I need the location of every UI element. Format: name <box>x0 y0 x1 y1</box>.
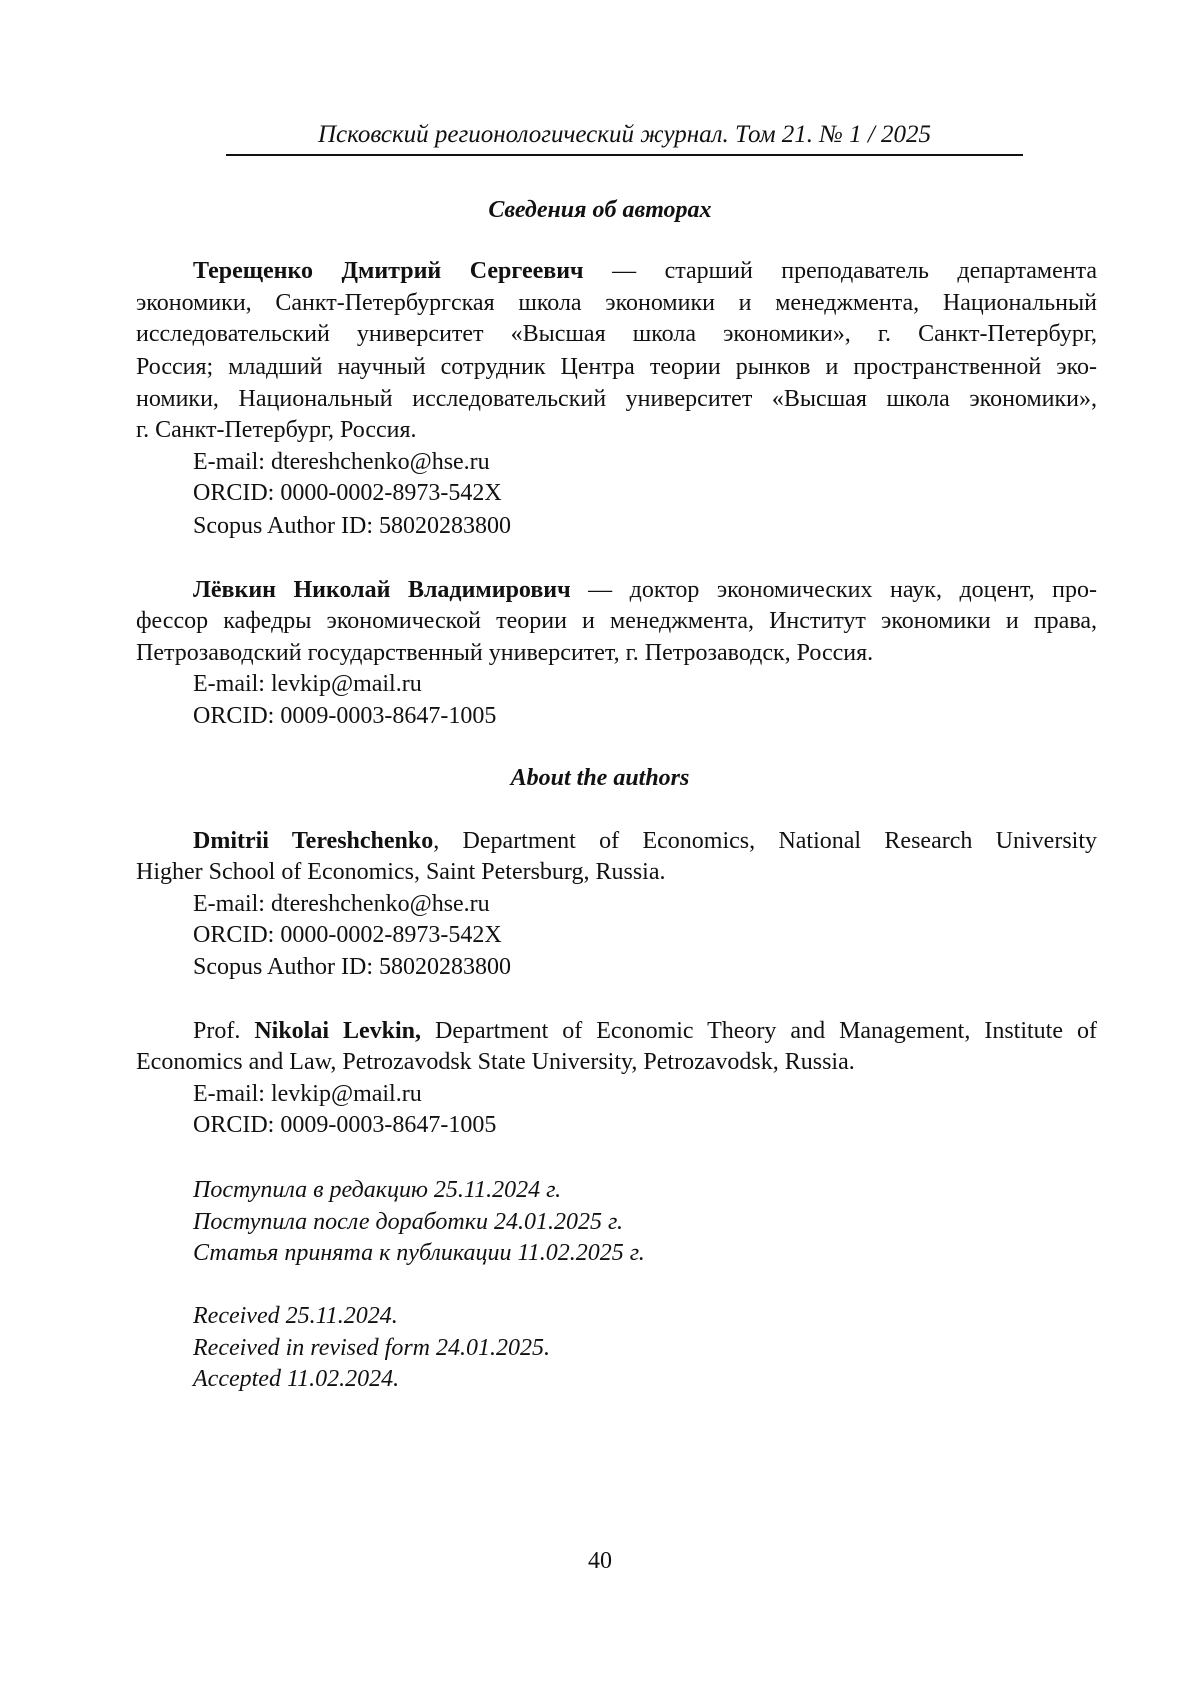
author-name: Лёвкин Николай Владимирович <box>193 577 571 603</box>
orcid: ORCID: 0009-0003-8647-1005 <box>193 700 1097 732</box>
email: E-mail: dtereshchenko@hse.ru <box>193 888 1097 920</box>
date-accepted-ru: Статья принята к публикации 11.02.2025 г. <box>193 1237 1097 1269</box>
text: — старший преподаватель департамента <box>584 258 1097 284</box>
scopus-id: Scopus Author ID: 58020283800 <box>193 510 1097 542</box>
author1-ru-line: г. Санкт-Петербург, Россия. <box>136 414 1097 446</box>
date-revised-ru: Поступила после доработки 24.01.2025 г. <box>193 1206 1097 1238</box>
author2-ru-line: Петрозаводский государственный университет, г. Петрозаводск, Россия. <box>136 637 1097 669</box>
author-name: Dmitrii Tereshchenko <box>193 828 433 854</box>
scopus-id: Scopus Author ID: 58020283800 <box>193 951 1097 983</box>
author2-en-line <box>193 1015 1097 1047</box>
orcid: ORCID: 0000-0002-8973-542X <box>193 919 1097 951</box>
journal-header: Псковский регионологический журнал. Том 21. № 1 / 2025 <box>226 118 1023 152</box>
date-received-ru: Поступила в редакцию 25.11.2024 г. <box>193 1174 1097 1206</box>
author1-ru-line: исследовательский университет «Высшая школа экономики», г. Санкт-Петербург, <box>136 318 1097 350</box>
text: , Department of Economics, National Research University <box>433 828 1097 854</box>
date-received-en: Received 25.11.2024. <box>193 1300 1097 1332</box>
author1-ru-line <box>193 255 1097 287</box>
section-title-en: About the authors <box>0 762 1200 794</box>
email: E-mail: levkip@mail.ru <box>193 668 1097 700</box>
author1-ru-line: Россия; младший научный сотрудник Центра теории рынков и пространственной эко- <box>136 351 1097 383</box>
text: Department of Economic Theory and Management, Institute of <box>421 1018 1097 1044</box>
header-rule <box>226 154 1023 156</box>
author2-en-line: Economics and Law, Petrozavodsk State University, Petrozavodsk, Russia. <box>136 1046 1097 1078</box>
section-title-ru: Сведения об авторах <box>0 194 1200 226</box>
orcid: ORCID: 0009-0003-8647-1005 <box>193 1109 1097 1141</box>
title-prefix: Prof. <box>193 1018 254 1044</box>
date-revised-en: Received in revised form 24.01.2025. <box>193 1332 1097 1364</box>
author1-ru-line: номики, Национальный исследовательский университет «Высшая школа экономики», <box>136 383 1097 415</box>
date-accepted-en: Accepted 11.02.2024. <box>193 1363 1097 1395</box>
author1-en-line <box>193 825 1097 857</box>
author1-ru-line: экономики, Санкт-Петербургская школа экономики и менеджмента, Национальный <box>136 287 1097 319</box>
orcid: ORCID: 0000-0002-8973-542X <box>193 477 1097 509</box>
text: — доктор экономических наук, доцент, про- <box>571 577 1097 603</box>
author-name: Nikolai Levkin, <box>254 1018 421 1044</box>
page-number: 40 <box>0 1545 1200 1577</box>
author2-ru-line <box>193 574 1097 606</box>
author1-en-line: Higher School of Economics, Saint Petersburg, Russia. <box>136 856 1097 888</box>
author-name: Терещенко Дмитрий Сергеевич <box>193 258 584 284</box>
email: E-mail: dtereshchenko@hse.ru <box>193 446 1097 478</box>
author2-ru-line: фессор кафедры экономической теории и менеджмента, Институт экономики и права, <box>136 605 1097 637</box>
email: E-mail: levkip@mail.ru <box>193 1078 1097 1110</box>
